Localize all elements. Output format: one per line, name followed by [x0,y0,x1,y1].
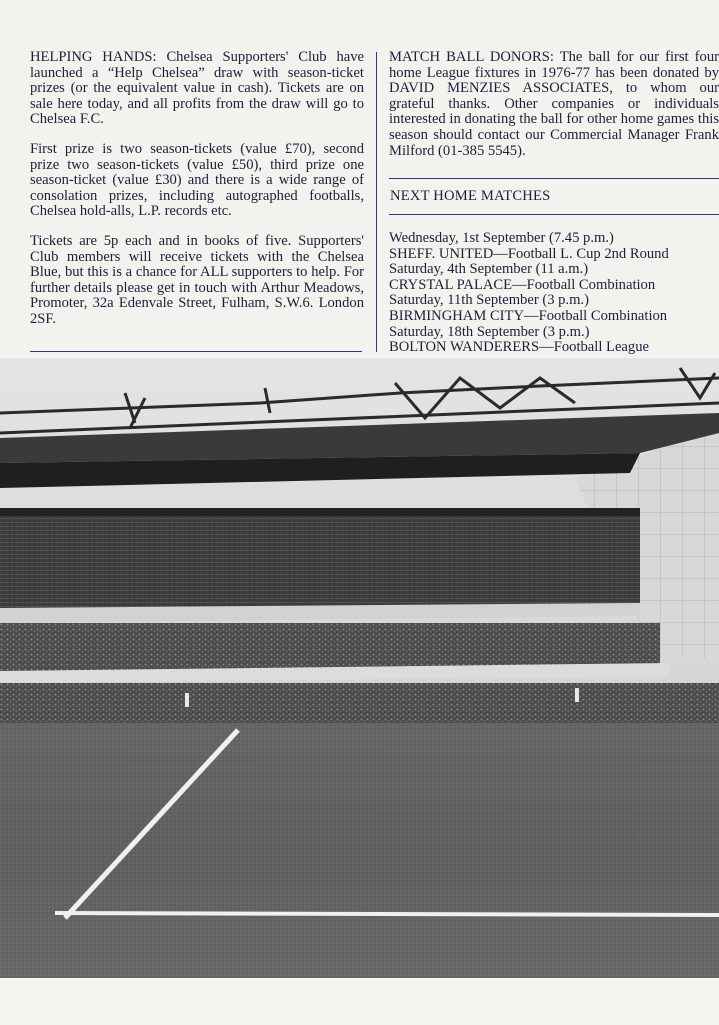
next-home-matches-heading: NEXT HOME MATCHES [390,188,551,204]
right-column [389,50,719,159]
left-bottom-rule [30,351,362,352]
column-divider [376,52,377,352]
tickets-paragraph: Tickets are 5p each and in books of five. Supporters' Club members will receive tickets with the Chelsea Blue, but this is a chance for ALL supporters to help. For further details please get in touch with Arthur Meadows, Promoter, 32a Edenvale Street, Fulham, S.W.6. London 2SF. [30,232,364,327]
left-column [30,50,364,342]
match-opponent: BIRMINGHAM CITY—Football Combination [389,307,668,324]
match-date: Wednesday, 1st September (7.45 p.m.) [389,230,614,246]
match-date: Saturday, 18th September (3 p.m.) [389,323,590,340]
match-date: Saturday, 4th September (11 a.m.) [389,261,589,278]
prizes-paragraph: First prize is two season-tickets (value £70), second prize two season-tickets (value £50), third prize one season-ticket (value £30) and there is a wide range of consolation prizes, including autographed footballs, Chelsea hold-alls, L.P. records etc. [30,140,364,220]
match-opponent: BOLTON WANDERERS—Football League [389,339,649,356]
match-date: Saturday, 11th September (3 p.m.) [389,292,589,309]
helping-hands-paragraph: HELPING HANDS: Chelsea Supporters' Club have launched a “Help Chelsea” draw with season-ticket prizes (or the equivalent value in cash). Tickets are on sale here today, and all profits from the draw will go to Chelsea F.C. [30,49,364,128]
stadium-photo [0,358,719,978]
match-opponent: SHEFF. UNITED—Football L. Cup 2nd Round [389,245,669,262]
page-bottom-margin [0,978,719,1025]
heading-bottom-rule [389,214,719,215]
match-ball-donors-paragraph: MATCH BALL DONORS: The ball for our first four home League fixtures in 1976-77 has been donated by DAVID MENZIES ASSOCIATES, to whom our grateful thanks. Other companies or individuals interested in donating the ball for other home games this season should contact our Commercial Manager Frank Milford (01-385 5545). [389,49,719,159]
match-opponent: CRYSTAL PALACE—Football Combination [389,276,656,293]
match-list [389,231,669,356]
donors-bottom-rule [389,178,719,179]
